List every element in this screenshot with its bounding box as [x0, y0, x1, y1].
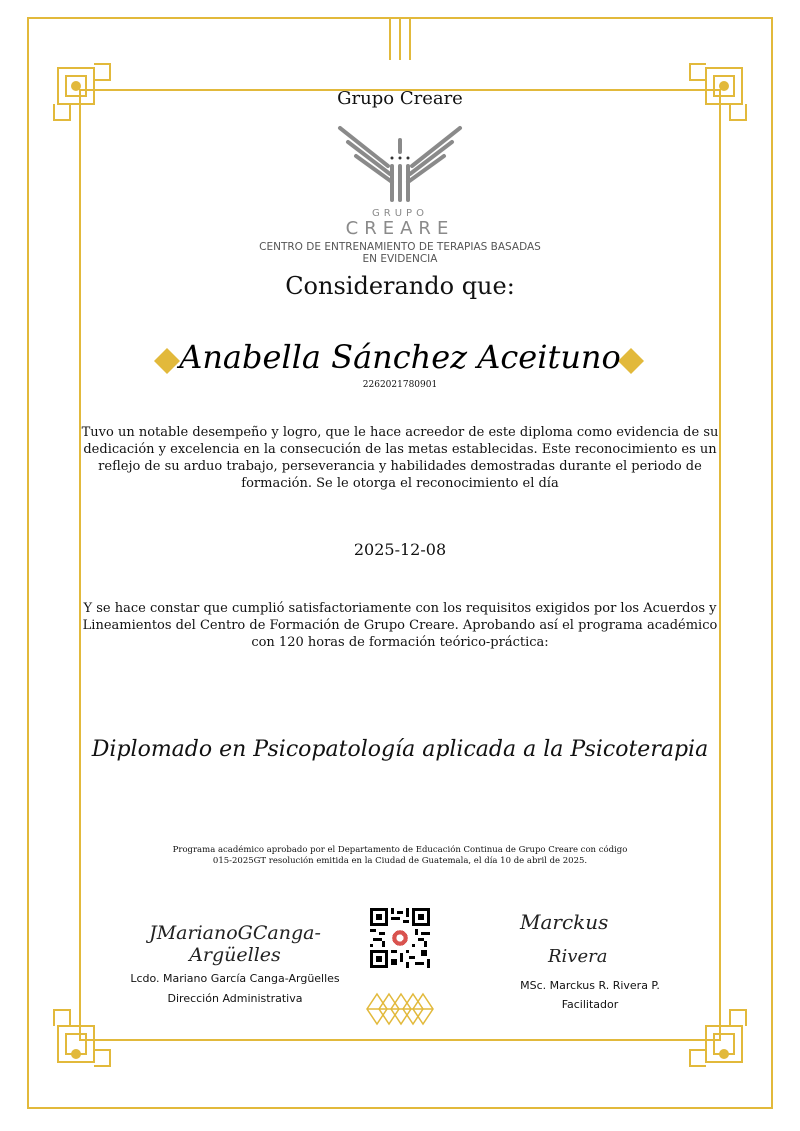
logo-tagline — [0, 241, 800, 265]
intro-heading: Considerando que: — [285, 272, 515, 300]
corner-ornament-bottom-right — [690, 1010, 746, 1066]
signature-right-line1: Marckus — [520, 910, 609, 934]
program-name: Diplomado en Psicopatología aplicada a la Psicoterapia — [91, 737, 709, 762]
paragraph-line: Lineamientos del Centro de Formación de Grupo Creare. Aprobando así el programa académico — [82, 618, 718, 633]
logo-tagline-line2: EN EVIDENCIA — [362, 253, 438, 265]
corner-ornament-bottom-left — [54, 1010, 110, 1066]
approval-note — [0, 845, 800, 867]
paragraph-line: formación. Se le otorga el reconocimiento el día — [241, 476, 559, 491]
body-paragraph-2 — [0, 600, 800, 651]
approval-note-line: 015-2025GT resolución emitida en la Ciudad de Guatemala, el día 10 de abril de 2025. — [212, 856, 588, 866]
signatory-left-role: Dirección Administrativa — [167, 992, 303, 1005]
signature-left: JMarianoGCanga-Argüelles — [149, 922, 321, 966]
paragraph-line: con 120 horas de formación teórico-práctica: — [251, 635, 549, 650]
signature-right-line2: Rivera — [548, 946, 608, 967]
recipient-name: Anabella Sánchez Aceituno — [179, 338, 621, 376]
paragraph-line: dedicación y excelencia en la consecución de las metas establecidas. Este reconocimiento es un — [83, 442, 717, 457]
org-name: Grupo Creare — [337, 88, 463, 109]
paragraph-line: reflejo de su arduo trabajo, perseverancia y habilidades demostradas durante el periodo de — [98, 459, 702, 474]
recipient-id: 2262021780901 — [362, 380, 438, 390]
creare-logo-icon — [330, 122, 470, 206]
signatory-right-name: MSc. Marckus R. Rivera P. — [520, 979, 660, 992]
paragraph-line: Y se hace constar que cumplió satisfactoriamente con los requisitos exigidos por los Acuerdos y — [83, 601, 717, 616]
body-paragraph-1 — [0, 424, 800, 492]
lattice-ornament-icon — [365, 992, 435, 1026]
signatory-left-name: Lcdo. Mariano García Canga-Argüelles — [130, 972, 340, 985]
logo-word-small: GRUPO — [372, 208, 428, 219]
signatory-right-role: Facilitador — [561, 998, 619, 1011]
award-date: 2025-12-08 — [353, 540, 447, 559]
paragraph-line: Tuvo un notable desempeño y logro, que le hace acreedor de este diploma como evidencia de su — [81, 425, 719, 440]
logo-word-large: CREARE — [345, 218, 455, 239]
approval-note-line: Programa académico aprobado por el Departamento de Educación Continua de Grupo Creare con código — [172, 845, 628, 855]
logo-tagline-line1: CENTRO DE ENTRENAMIENTO DE TERAPIAS BASADAS — [259, 241, 541, 253]
qr-code-icon[interactable] — [370, 908, 430, 968]
